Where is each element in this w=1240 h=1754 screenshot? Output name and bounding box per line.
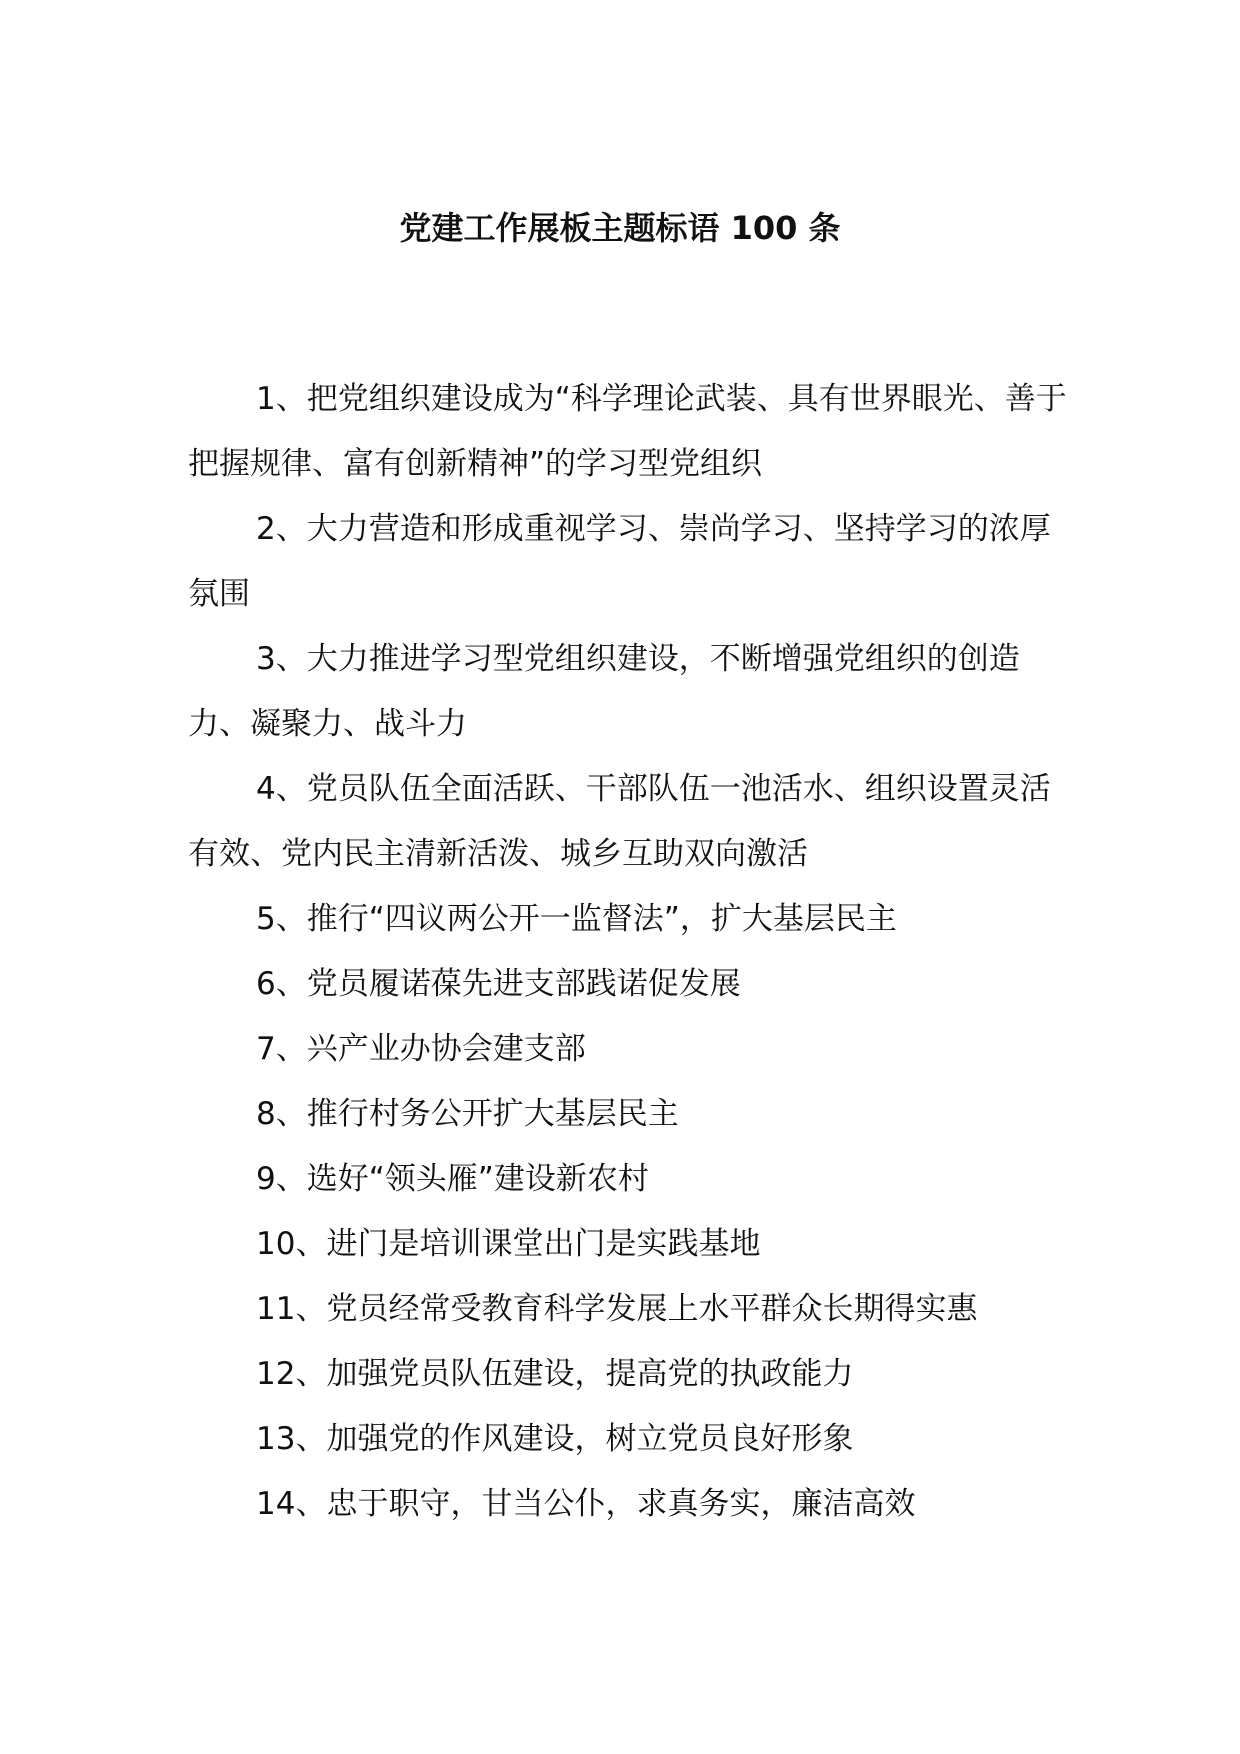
slogan-item-14: 14、忠于职守，甘当公仆，求真务实，廉洁高效 (256, 1486, 916, 1522)
slogan-item-3: 3、大力推进学习型党组织建设，不断增强党组织的创造力、凝聚力、战斗力 (188, 641, 1020, 742)
slogan-item-1: 1、把党组织建设成为“科学理论武装、具有世界眼光、善于把握规律、富有创新精神”的学习型党组织 (188, 381, 1067, 482)
slogan-list (188, 367, 1068, 1537)
slogan-item-11: 11、党员经常受教育科学发展上水平群众长期得实惠 (256, 1291, 978, 1327)
slogan-item-13: 13、加强党的作风建设，树立党员良好形象 (256, 1421, 854, 1457)
slogan-item-4: 4、党员队伍全面活跃、干部队伍一池活水、组织设置灵活有效、党内民主清新活泼、城乡互助双向激活 (188, 771, 1051, 872)
slogan-item-9: 9、选好“领头雁”建设新农村 (256, 1161, 649, 1197)
slogan-item-5: 5、推行“四议两公开一监督法”，扩大基层民主 (256, 901, 897, 937)
slogan-item-8: 8、推行村务公开扩大基层民主 (256, 1096, 679, 1132)
slogan-item-12: 12、加强党员队伍建设，提高党的执政能力 (256, 1356, 854, 1392)
slogan-item-6: 6、党员履诺葆先进支部践诺促发展 (256, 966, 741, 1002)
slogan-item-7: 7、兴产业办协会建支部 (256, 1031, 586, 1067)
document-title: 党建工作展板主题标语 100 条 (399, 209, 841, 247)
slogan-item-10: 10、进门是培训课堂出门是实践基地 (256, 1226, 761, 1262)
slogan-item-2: 2、大力营造和形成重视学习、崇尚学习、坚持学习的浓厚氛围 (188, 511, 1051, 612)
